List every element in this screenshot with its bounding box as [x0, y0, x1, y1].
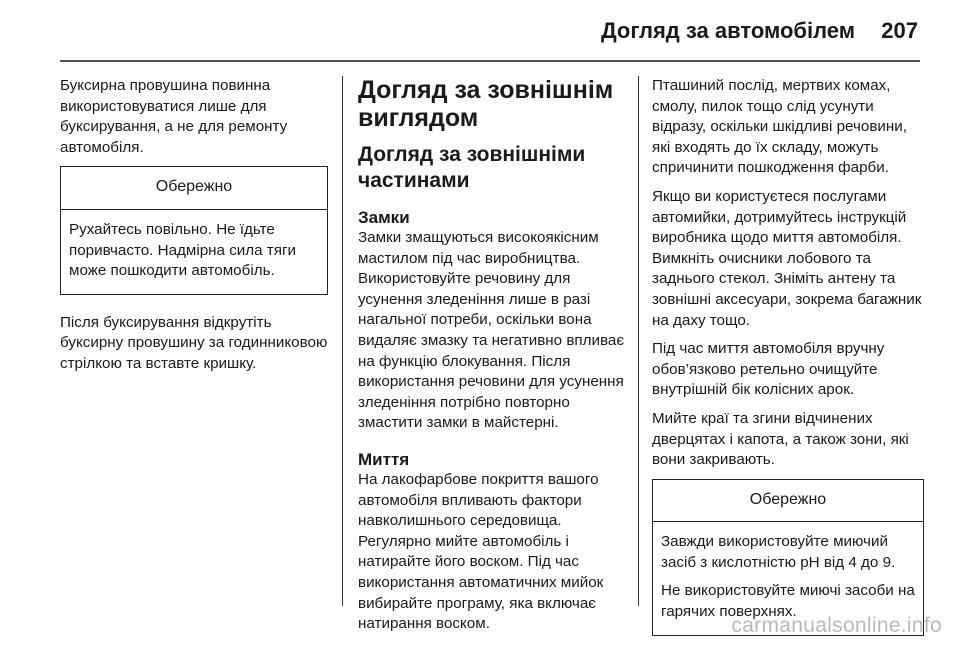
warning-title: Обережно — [61, 167, 327, 210]
column-1 — [60, 76, 328, 383]
locks-text: Замки змащуються високоякісним мастилом під час виробництва. Використовуйте речовину для усунення зледеніння лише в разі нагальної потреби, оскільки вона видаляє змазку та негативно впливає на функцію блокування. Після використання речовини для усунення зледеніння потрібно повторно змастити замки в майстерні. — [358, 229, 625, 432]
warning-text-hot-surfaces: Не використовуйте миючі засоби на гарячих поверхнях. — [661, 582, 915, 621]
header-divider — [60, 60, 920, 62]
warning-text: Рухайтесь повільно. Не їдьте поривчасто. Надмірна сила тяги може пошкодити автомобіль. — [69, 220, 297, 280]
warning-title: Обережно — [653, 480, 923, 523]
door-edges-paragraph: Мийте краї та згини відчинених дверцятах і капота, а також зони, які вони закривають. — [652, 409, 909, 469]
warning-text-ph: Завжди використовуйте миючий засіб з кислотністю pH від 4 до 9. — [661, 533, 896, 571]
page-number: 207 — [881, 18, 918, 43]
watermark: carmanualsonline.info — [731, 614, 942, 637]
washing-text: На лакофарбове покриття вашого автомобіля впливають фактори навколишнього середовища. Регулярно мийте автомобіль і натирайте його воском. Під час використання автоматичних мийок вибирайте програму, яка включає натирання воском. — [358, 470, 604, 633]
subsection-title: Догляд за зовнішніми частинами — [358, 143, 586, 192]
page-header — [0, 0, 960, 62]
wheel-arch-paragraph: Під час миття автомобіля вручну обов’язково ретельно очищуйте внутрішній бік колісних арок. — [652, 340, 885, 399]
warning-box-towing — [60, 166, 328, 294]
bird-droppings-paragraph: Пташиний послід, мертвих комах, смолу, пилок тощо слід усунути відразу, оскільки шкідливі речовини, які входять до їх складу, можуть спричинити пошкодження фарби. — [652, 77, 907, 177]
washing-heading: Миття — [358, 449, 410, 469]
column-divider-1 — [342, 76, 343, 606]
warning-box-detergent — [652, 479, 924, 636]
section-title: Догляд за зовнішнім виглядом — [358, 76, 614, 132]
after-towing-paragraph: Після буксирування відкрутіть буксирну провушину за годинниковою стрілкою та вставте кришку. — [60, 313, 328, 372]
car-wash-paragraph: Якщо ви користуєтеся послугами автомийки, дотримуйтесь інструкцій виробника щодо миття автомобіля. Вимкніть очисники лобового та заднього стекол. Зніміть антену та зовнішні аксесуари, зокрема багажник на даху тощо. — [652, 187, 922, 329]
header-title: Догляд за автомобілем — [600, 18, 855, 43]
towing-eye-paragraph: Буксирна провушина повинна використовуватися лише для буксирування, а не для ремонту автомобіля. — [60, 77, 288, 156]
column-divider-2 — [638, 76, 639, 606]
column-3 — [652, 76, 924, 654]
locks-heading: Замки — [358, 208, 410, 227]
column-2 — [358, 76, 626, 643]
